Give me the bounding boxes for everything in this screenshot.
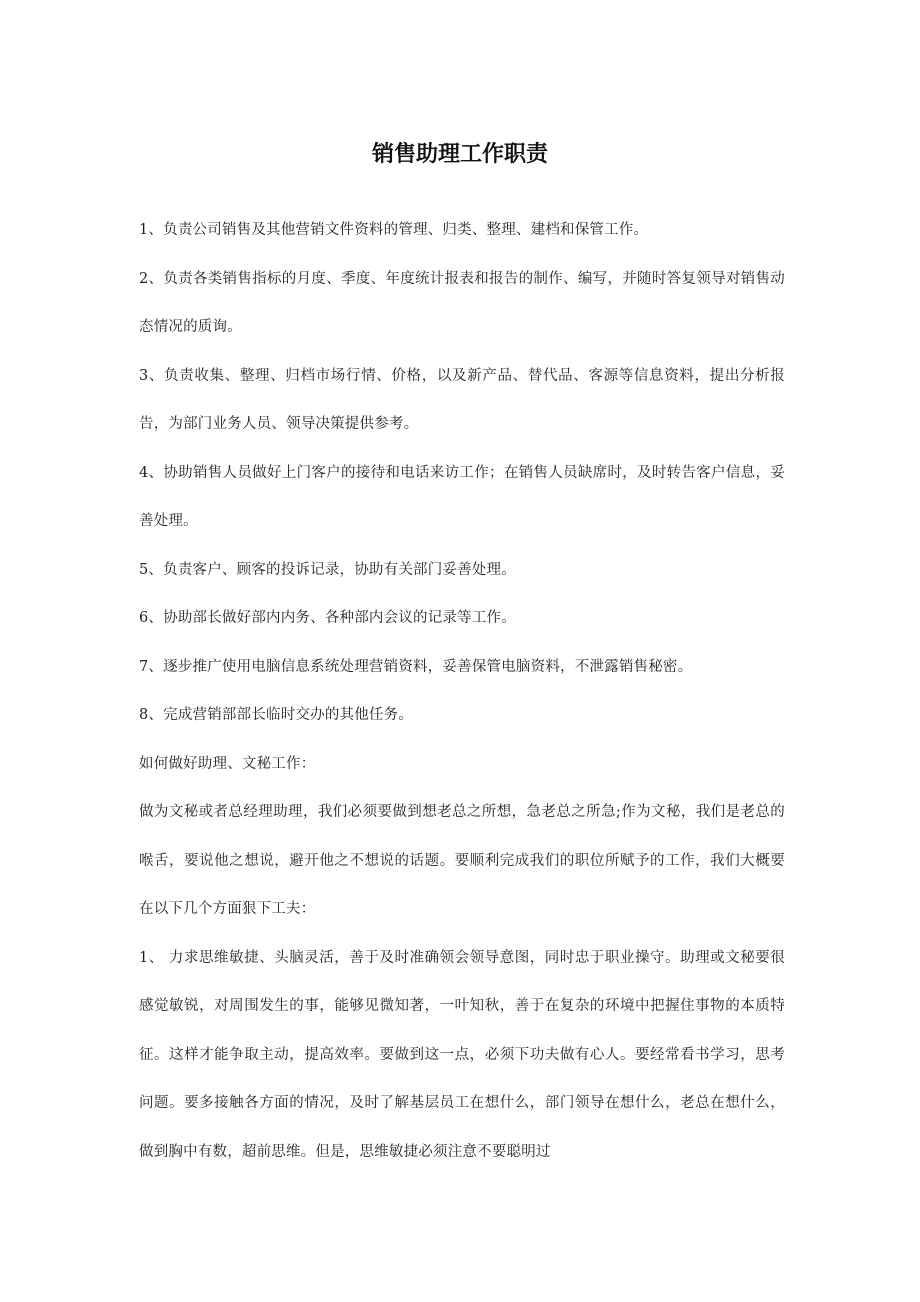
duty-item-4: 4、协助销售人员做好上门客户的接待和电话来访工作；在销售人员缺席时，及时转告客户信息，妥善处理。 bbox=[139, 464, 785, 529]
document-title: 销售助理工作职责 bbox=[371, 142, 548, 167]
section-heading: 如何做好助理、文秘工作： bbox=[139, 755, 316, 772]
document-body bbox=[139, 206, 785, 1176]
intro-paragraph: 做为文秘或者总经理助理，我们必须要做到想老总之所想，急老总之所急;作为文秘，我们是老总的喉舌，要说他之想说，避开他之不想说的话题。要顺利完成我们的职位所赋予的工作，我们大概要在以下几个方面狠下工夫： bbox=[139, 804, 785, 917]
duty-item-7: 7、逐步推广使用电脑信息系统处理营销资料，妥善保管电脑资料，不泄露销售秘密。 bbox=[139, 658, 693, 675]
tip-item-1: 1、 力求思维敏捷、头脑灵活，善于及时准确领会领导意图，同时忠于职业操守。助理或文秘要很感觉敏锐，对周围发生的事，能够见微知著，一叶知秋，善于在复杂的环境中把握住事物的本质特征。这样才能争取主动，提高效率。要做到这一点，必须下功夫做有心人。要经常看书学习，思考问题。要多接触各方面的情况，及时了解基层员工在想什么，部门领导在想什么，老总在想什么，做到胸中有数，超前思维。但是，思维敏捷必须注意不要聪明过 bbox=[139, 949, 785, 1160]
duty-item-6: 6、协助部长做好部内内务、各种部内会议的记录等工作。 bbox=[139, 610, 516, 626]
duty-item-1: 1、负责公司销售及其他营销文件资料的管理、归类、整理、建档和保管工作。 bbox=[139, 222, 649, 238]
duty-item-8: 8、完成营销部部长临时交办的其他任务。 bbox=[139, 707, 414, 723]
duty-item-2: 2、负责各类销售指标的月度、季度、年度统计报表和报告的制作、编写，并随时答复领导对销售动态情况的质询。 bbox=[139, 270, 785, 335]
duty-item-3: 3、负责收集、整理、归档市场行情、价格，以及新产品、替代品、客源等信息资料，提出分析报告，为部门业务人员、领导决策提供参考。 bbox=[139, 367, 785, 432]
duty-item-5: 5、负责客户、顾客的投诉记录，协助有关部门妥善处理。 bbox=[139, 561, 516, 578]
